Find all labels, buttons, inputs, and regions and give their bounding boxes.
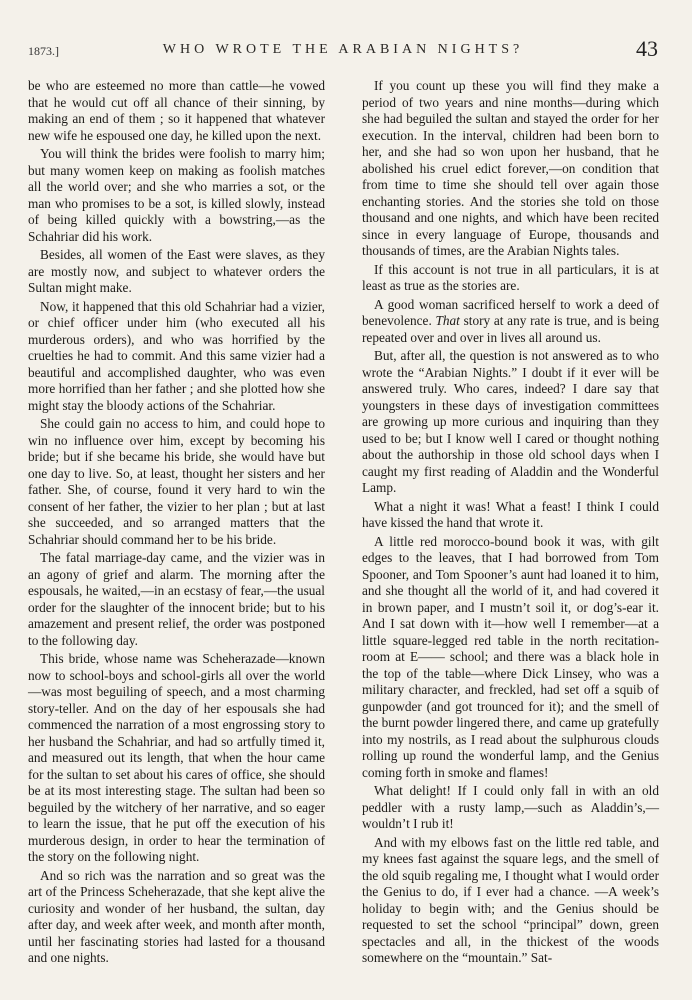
page-number: 43 xyxy=(636,36,658,61)
paragraph-text: story at any rate is true, and is being repeated over and over in lives all around us. xyxy=(362,313,659,345)
header-year: 1873.] xyxy=(28,44,59,58)
paragraph xyxy=(362,297,659,347)
paragraph: be who are esteemed no more than cattle—he vowed that he would cut off all chance of their sinning, by making an end of them ; so it happened that whatever new wife he espoused one day, he killed upon the next. xyxy=(28,78,325,143)
paragraph: And with my elbows fast on the little red table, and my knees fast against the square legs, and the smell of the old squib regaling me, I thought what I would order the Genius to do, if I ever had a chance. —A week’s holiday to begin with; and the Genius should be requested to set the school “principal” down, green spectacles and all, in the thickest of the woods somewhere on the “mountain.” Sat- xyxy=(362,834,659,965)
paragraph: She could gain no access to him, and could hope to win no influence over him, except by becoming his bride; but if she became his bride, she would have but one day to live. So, at least, thought her sisters and her father. She, of course, found it very hard to win the consent of her father, the vizier to her plan ; but at last she succeeded, and so arranged matters that the Schahriar should command her to be his bride. xyxy=(28,416,325,547)
left-text-column xyxy=(28,78,325,969)
paragraph: What a night it was! What a feast! I think I could have kissed the hand that wrote it. xyxy=(362,498,659,530)
emphasized-word: That xyxy=(435,313,460,328)
column-gutter xyxy=(343,88,344,908)
paragraph-text: A good woman sacrificed herself to work a deed of benevolence. xyxy=(362,296,659,328)
paragraph: What delight! If I could only fall in with an old peddler with a rusty lamp,—such as Aladdin’s,—wouldn’t I rub it! xyxy=(362,783,659,831)
paragraph: You will think the brides were foolish to marry him; but many women keep on making as foolish matches all the world over; and she who marries a sot, or the man who promises to be a sot, is killed slowly, instead of being killed quickly with a bowstring,—as the Schahriar did his work. xyxy=(28,146,325,244)
paragraph: But, after all, the question is not answered as to who wrote the “Arabian Nights.” I doubt if it ever will be answered truly. Who cares, indeed? I dare say that youngsters in these days of investigation committees are growing up more curious and inquiring than they used to be; but I know well I cared or thought nothing about the authorship in those old school days when I caught my first reading of Aladdin and the Wonderful Lamp. xyxy=(362,348,659,495)
paragraph: The fatal marriage-day came, and the vizier was in an agony of grief and alarm. The morning after the espousals, he waited,—in an ecstasy of fear,—the usual order for the slaughter of the innocent bride; but to his amazement and present relief, the order was postponed to the following day. xyxy=(28,550,325,648)
paragraph: Now, it happened that this old Schahriar had a vizier, or chief officer under him (who executed all his murderous orders), and who was horrified by the cruelties he had to commit. And this same vizier had a beautiful and accomplished daughter, who was even more horrified than her father ; and she plotted how she might stay the bloody actions of the Schahriar. xyxy=(28,298,325,413)
paragraph: Besides, all women of the East were slaves, as they are mostly now, and subject to whatever orders the Sultan might make. xyxy=(28,247,325,295)
paragraph: This bride, whose name was Scheherazade—known now to school-boys and school-girls all over the world—was most beguiling of speech, and a most charming story-teller. And on the day of her espousals she had commenced the narration of a most engrossing story to her husband the Schahriar, and had so artfully timed it, and measured out its length, that when the hour came for the sultan to set about his cares of office, she should be at its most interesting stage. The sultan had been so beguiled by the witchery of her narrative, and so eager to learn the issue, that he put off the execution of his murderous design, in order to hear the termination of the story on the following night. xyxy=(28,651,325,864)
paragraph: If this account is not true in all particulars, it is at least as true as the stories are. xyxy=(362,261,659,293)
paragraph: And so rich was the narration and so great was the art of the Princess Scheherazade, that she kept alive the curiosity and wonder of her husband, the sultan, day after day, and week after week, and month after month, until her fascinating stories had lasted for a thousand and one nights. xyxy=(28,867,325,965)
paragraph: If you count up these you will find they make a period of two years and nine months—during which she had beguiled the sultan and stayed the order for her execution. In the interval, children had been born to her, and she had so won upon her husband, that he abolished his cruel edict forever,—on condition that from time to time she should tell over again those enchanting stories. And the stories she told on those thousand and one nights, and which have been recited since in every language of Europe, thousands and thousands of times, are the Arabian Nights tales. xyxy=(362,78,659,258)
paragraph: A little red morocco-bound book it was, with gilt edges to the leaves, that I had borrowed from Tom Spooner, and Tom Spooner’s aunt had loaned it to him, and she thought all the world of it, and had covered it in brown paper, and I mustn’t soil it, or dog’s-ear it. And I sat down with it—how well I remember—at a little square-legged red table in the north recitation-room at E—— school; and there was a black hole in the top of the table—where Dick Linsey, who was a military character, and freckled, had set off a squib of gunpowder (and got trounced for it); and the smell of the burnt powder lingered there, and came up gratefully into my nostrils, as I read about the sulphurous clouds rolling up round the wonderful lamp, and the Genius coming forth in smoke and flames! xyxy=(362,533,659,780)
running-title: WHO WROTE THE ARABIAN NIGHTS? xyxy=(162,42,524,57)
right-text-column xyxy=(362,78,659,969)
page-header xyxy=(28,36,658,66)
